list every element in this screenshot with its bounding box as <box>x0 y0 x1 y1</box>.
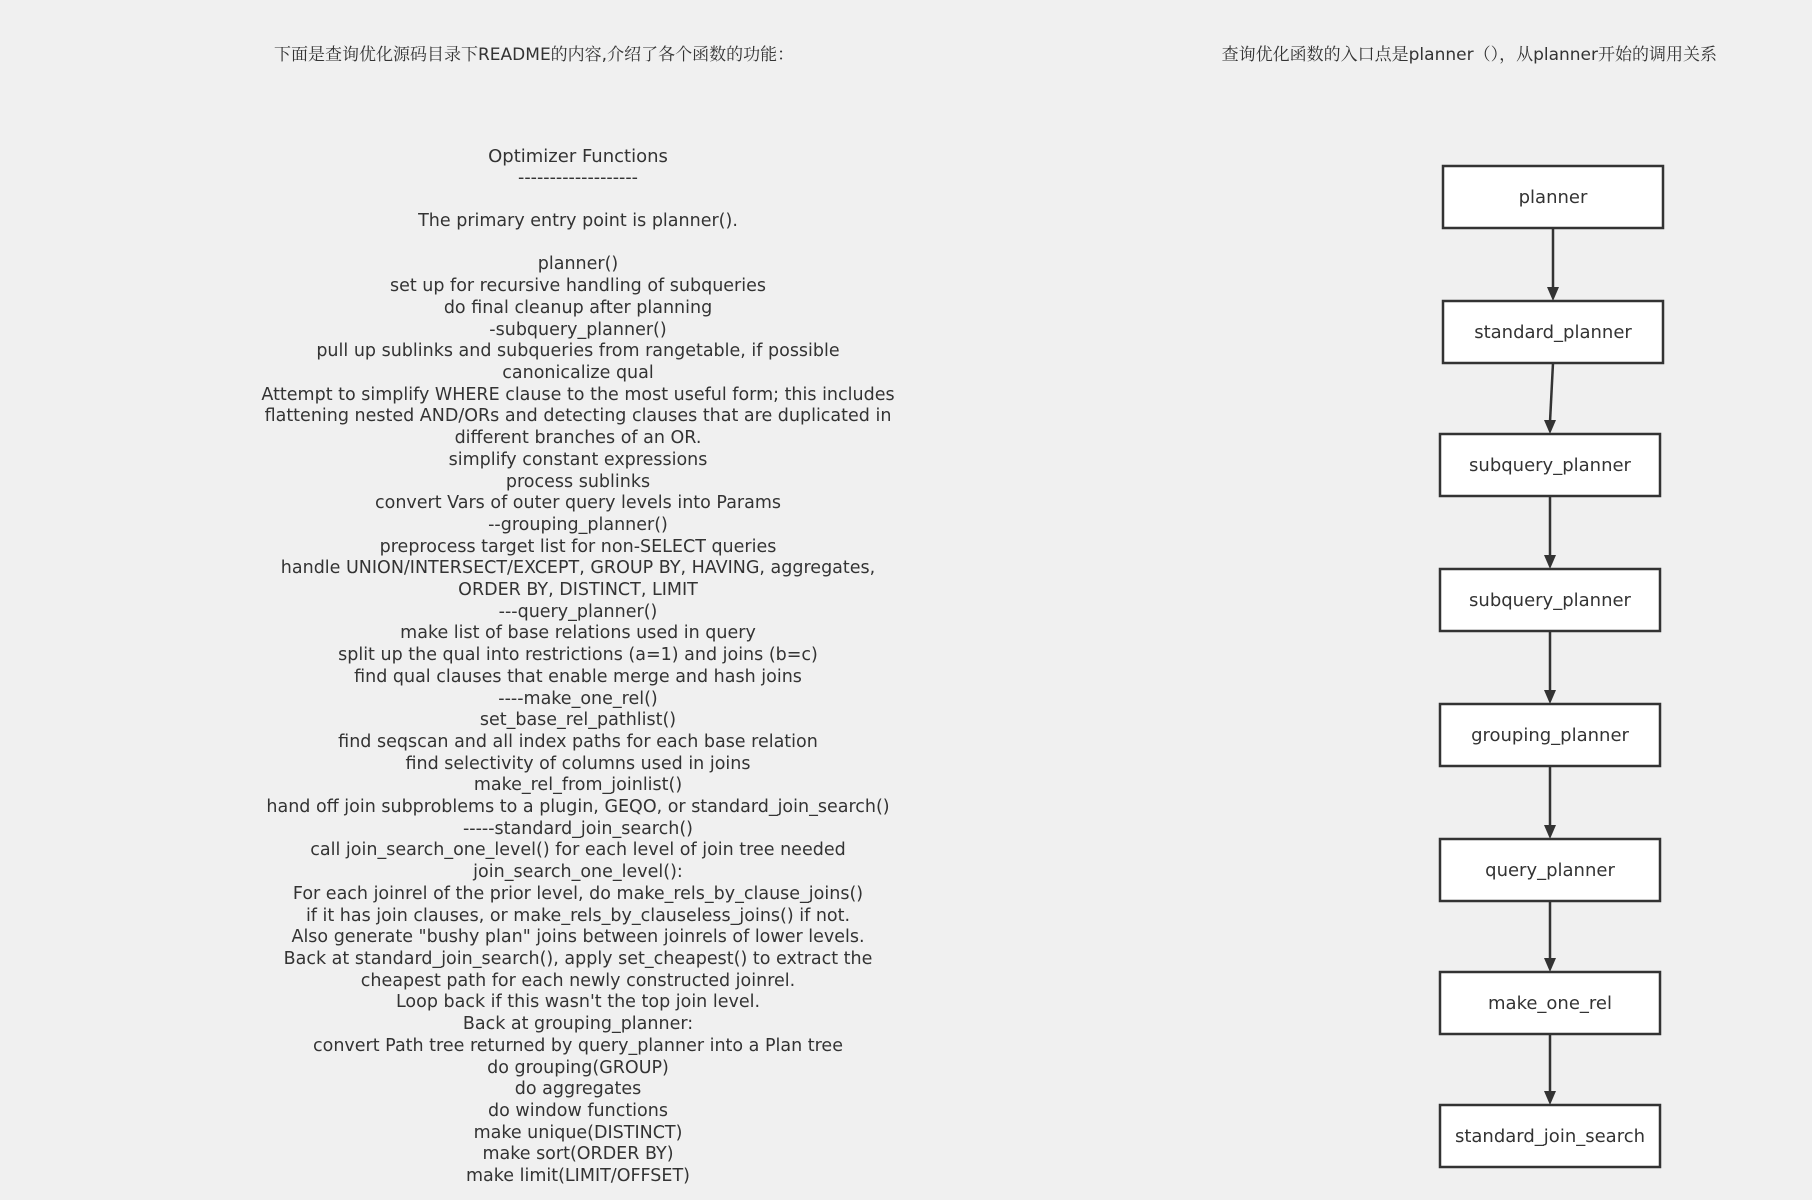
node-label: subquery_planner <box>1469 455 1631 476</box>
readme-line: do window functions <box>488 1100 668 1121</box>
readme-line: flattening nested AND/ORs and detecting clauses that are duplicated in <box>264 406 892 427</box>
readme-line: The primary entry point is planner(). <box>418 211 738 232</box>
readme-line: do aggregates <box>514 1079 642 1100</box>
arrow-head-icon <box>1547 287 1559 301</box>
edge-grouping-planner-to-query-planner <box>1544 766 1556 839</box>
readme-line: -subquery_planner() <box>489 319 667 340</box>
readme-line: split up the qual into restrictions (a=1) and joins (b=c) <box>338 645 818 666</box>
readme-line: join_search_one_level(): <box>473 862 683 883</box>
readme-line: if it has join clauses, or make_rels_by_clauseless_joins() if not. <box>305 905 851 926</box>
readme-line: --grouping_planner() <box>488 514 668 535</box>
readme-line: simplify constant expressions <box>448 449 708 470</box>
flow-node-standard-planner <box>1443 301 1663 363</box>
edge-make-one-rel-to-standard-join-search <box>1544 1034 1556 1105</box>
readme-title: Optimizer Functions <box>488 146 668 167</box>
readme-line: do final cleanup after planning <box>443 297 713 318</box>
arrow-head-icon <box>1544 958 1556 972</box>
node-label: query_planner <box>1485 860 1615 881</box>
readme-line: ------------------- <box>518 167 638 188</box>
readme-line: make_rel_from_joinlist() <box>473 775 683 796</box>
flow-node-subquery-planner-2 <box>1440 569 1660 631</box>
readme-line: set_base_rel_pathlist() <box>479 710 677 731</box>
readme-line: Attempt to simplify WHERE clause to the most useful form; this includes <box>261 384 895 405</box>
readme-line: make limit(LIMIT/OFFSET) <box>466 1166 690 1187</box>
readme-line: find seqscan and all index paths for each base relation <box>338 731 818 752</box>
readme-line: find selectivity of columns used in joins <box>405 753 751 774</box>
readme-line: cheapest path for each newly constructed joinrel. <box>360 970 796 991</box>
readme-line: make sort(ORDER BY) <box>482 1144 674 1165</box>
readme-line: canonicalize qual <box>502 363 654 383</box>
edge-subquery-planner-1-to-subquery-planner-2 <box>1544 496 1556 569</box>
node-label: standard_join_search <box>1454 1126 1646 1147</box>
readme-line: Back at grouping_planner: <box>462 1014 694 1035</box>
readme-line: convert Vars of outer query levels into Params <box>374 493 782 514</box>
edge-standard-planner-to-subquery-planner-1 <box>1544 363 1556 434</box>
arrow-head-icon <box>1544 825 1556 839</box>
readme-line: ----make_one_rel() <box>498 688 658 709</box>
flow-node-subquery-planner-1 <box>1440 434 1660 496</box>
readme-line: make unique(DISTINCT) <box>473 1122 683 1143</box>
node-label: make_one_rel <box>1488 993 1612 1014</box>
readme-line: -----standard_join_search() <box>462 818 693 839</box>
readme-line: For each joinrel of the prior level, do make_rels_by_clause_joins() <box>292 883 864 904</box>
arrow-head-icon <box>1544 420 1556 434</box>
flow-node-query-planner <box>1440 839 1660 901</box>
edge-query-planner-to-make-one-rel <box>1544 901 1556 972</box>
flowchart-caption: 查询优化函数的入口点是planner（），从planner开始的调用关系 <box>1221 45 1717 65</box>
flow-node-make-one-rel <box>1440 972 1660 1034</box>
readme-line: make list of base relations used in query <box>400 623 756 644</box>
readme-line: different branches of an OR. <box>454 428 702 449</box>
readme-line: do grouping(GROUP) <box>487 1057 669 1078</box>
arrow-head-icon <box>1544 1091 1556 1105</box>
arrow-head-icon <box>1544 690 1556 704</box>
readme-line: preprocess target list for non-SELECT queries <box>379 536 777 557</box>
readme-line: convert Path tree returned by query_planner into a Plan tree <box>313 1035 843 1056</box>
node-label: grouping_planner <box>1471 725 1629 746</box>
node-label: planner <box>1518 187 1588 208</box>
flow-node-planner <box>1443 166 1663 228</box>
edge-line <box>1550 363 1553 422</box>
edge-planner-to-standard-planner <box>1547 228 1559 301</box>
readme-line: pull up sublinks and subqueries from rangetable, if possible <box>316 341 840 362</box>
readme-line: Also generate "bushy plan" joins between joinrels of lower levels. <box>291 927 865 948</box>
readme-line: Back at standard_join_search(), apply set_cheapest() to extract the <box>283 948 873 969</box>
node-label: standard_planner <box>1474 322 1632 343</box>
readme-caption: 下面是查询优化源码目录下README的内容,介绍了各个函数的功能： <box>274 45 795 65</box>
node-label: subquery_planner <box>1469 590 1631 611</box>
flow-node-standard-join-search <box>1440 1105 1660 1167</box>
readme-line: set up for recursive handling of subqueries <box>389 276 766 297</box>
edge-subquery-planner-2-to-grouping-planner <box>1544 631 1556 704</box>
readme-line: ---query_planner() <box>498 601 658 622</box>
readme-line: process sublinks <box>505 471 651 492</box>
readme-line: planner() <box>537 254 619 275</box>
readme-line: hand off join subproblems to a plugin, GEQO, or standard_join_search() <box>266 797 890 818</box>
readme-line: find qual clauses that enable merge and hash joins <box>354 666 802 687</box>
readme-line: ORDER BY, DISTINCT, LIMIT <box>458 580 698 601</box>
flow-node-grouping-planner <box>1440 704 1660 766</box>
readme-line: handle UNION/INTERSECT/EXCEPT, GROUP BY, HAVING, aggregates, <box>280 558 876 579</box>
arrow-head-icon <box>1544 555 1556 569</box>
readme-line: call join_search_one_level() for each level of join tree needed <box>310 840 846 861</box>
readme-line: Loop back if this wasn't the top join level. <box>395 992 761 1013</box>
